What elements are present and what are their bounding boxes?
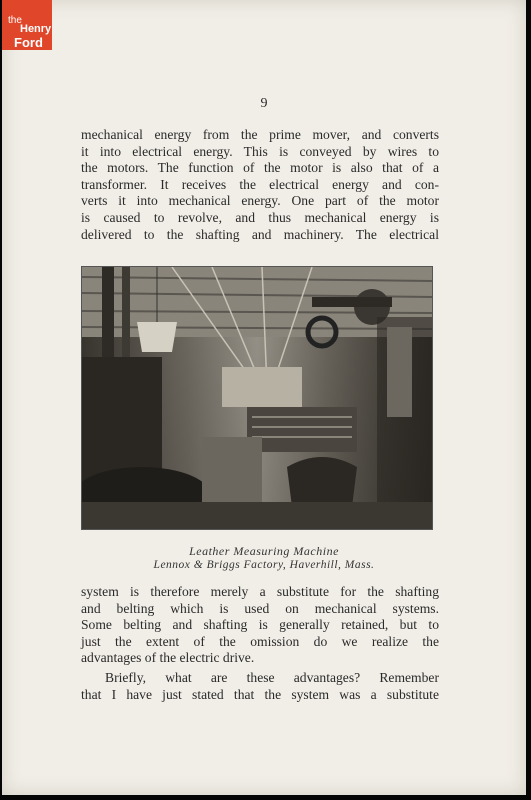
caption-subtitle: Lennox & Briggs Factory, Haverhill, Mass. [153,559,375,571]
text-line: just the extent of the omission do we realize the [81,633,439,649]
text-line: and belting which is used on mechanical systems. [81,600,439,616]
factory-photo-illustration [82,267,432,529]
caption-title: Leather Measuring Machine [189,544,339,558]
text-line: advantages of the electric drive. [81,650,255,666]
text-line: it into electrical energy. This is conveyed by wires to [81,143,439,159]
text-line: the motors. The function of the motor is also that of a [81,160,439,176]
paragraph-top [81,127,439,243]
text-line: Some belting and shafting is generally retained, but to [81,617,439,633]
logo-text-the: the [8,15,22,26]
page-number: 9 [260,96,268,111]
text-line: delivered to the shafting and machinery. The electrical [81,226,439,242]
document-page [2,0,526,795]
paragraph-bottom [81,584,439,667]
text-line: verts it into mechanical energy. One part of the motor [81,193,439,209]
factory-photo [81,266,433,530]
text-line: transformer. It receives the electrical energy and con- [81,176,439,192]
text-line: system is therefore merely a substitute for the shafting [81,584,439,599]
logo-text-ford: Ford [14,35,43,50]
text-line: is caused to revolve, and thus mechanical energy is [81,209,439,225]
henry-ford-logo[interactable] [2,0,52,50]
text-line: Briefly, what are these advantages? Remember [105,670,439,685]
text-line: mechanical energy from the prime mover, and converts [81,127,439,142]
paragraph-last [81,670,439,703]
text-line: that I have just stated that the system was a substitute [81,686,439,702]
logo-text-henry: Henry [20,23,52,35]
